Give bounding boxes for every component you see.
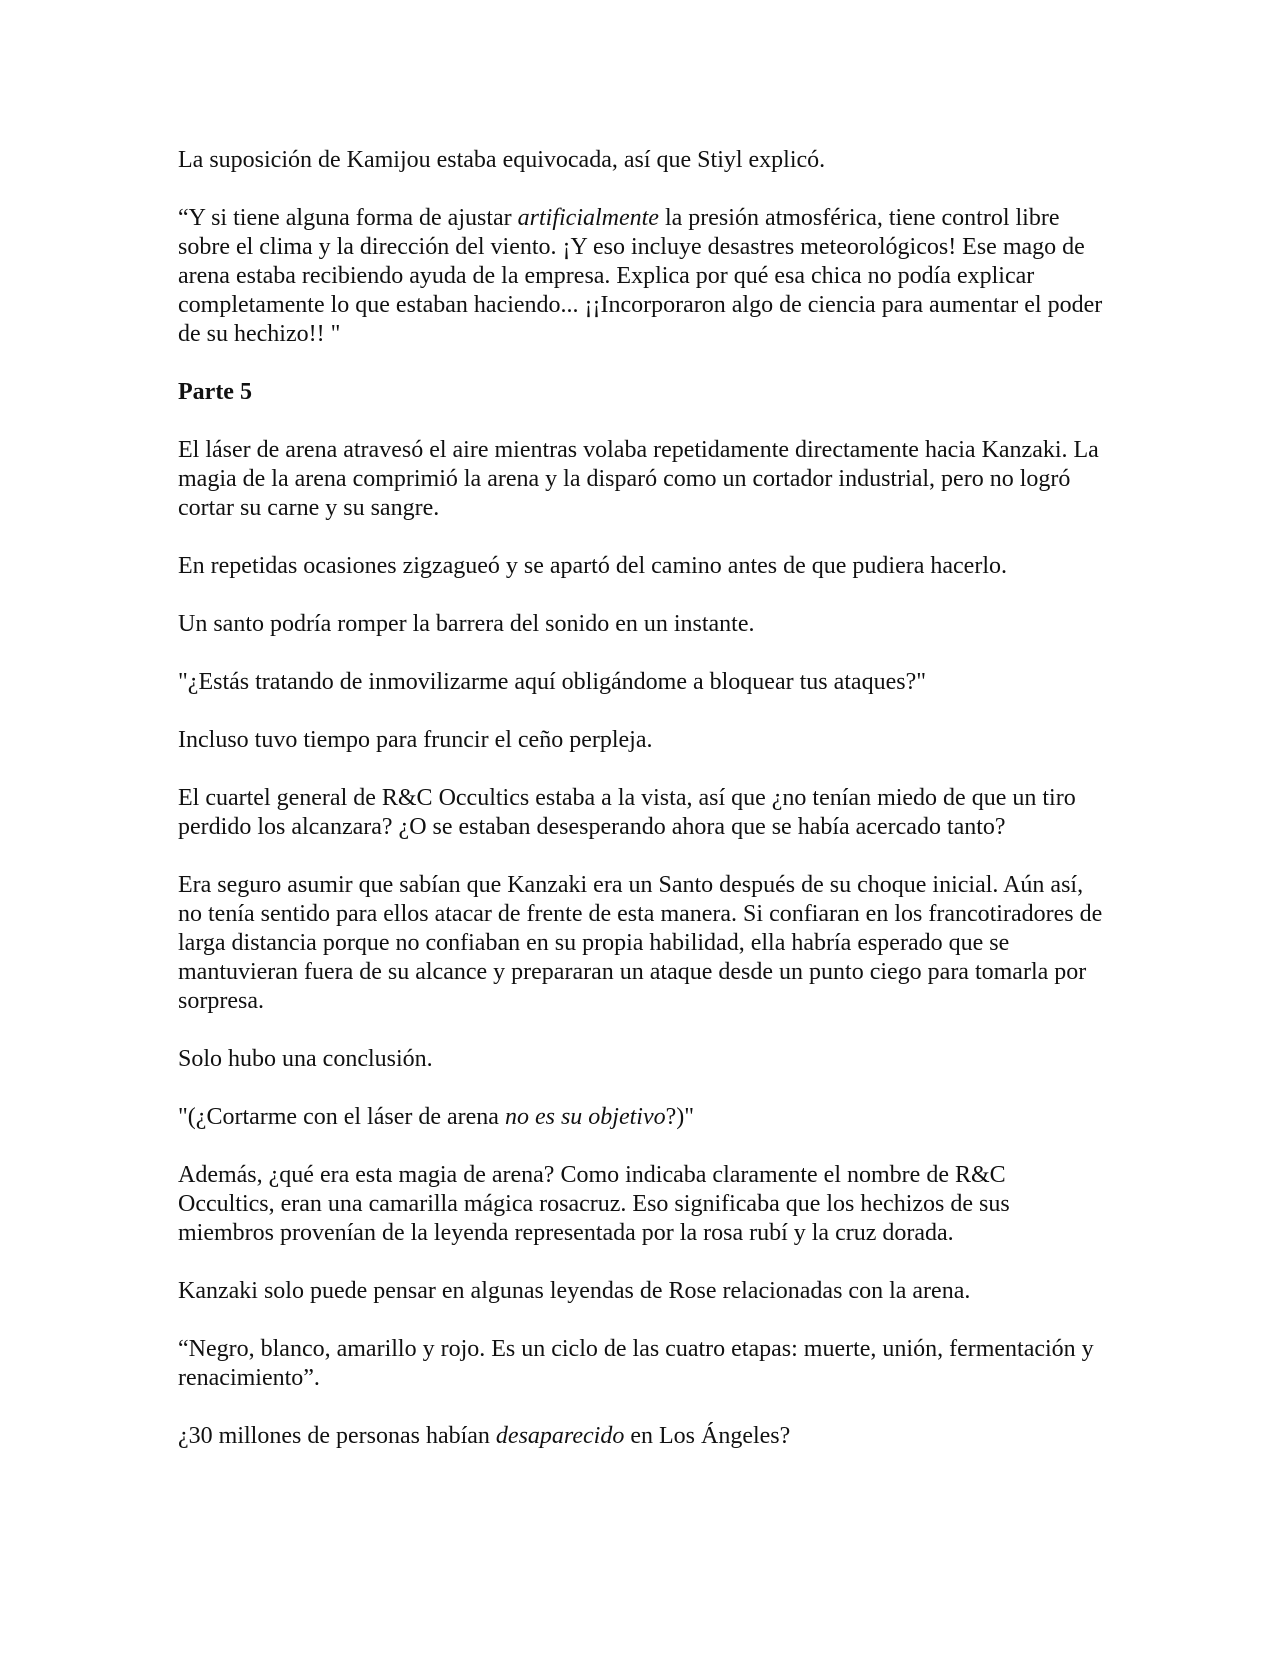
paragraph-10: Solo hubo una conclusión. — [178, 1046, 433, 1072]
paragraph-2 — [178, 204, 1108, 349]
paragraph-15 — [178, 1422, 1108, 1451]
paragraph-14: “Negro, blanco, amarillo y rojo. Es un ciclo de las cuatro etapas: muerte, unión, fermentación y renacimiento”. — [178, 1336, 1094, 1391]
paragraph-3: El láser de arena atravesó el aire mientras volaba repetidamente directamente hacia Kanzaki. La magia de la arena comprimió la arena y la disparó como un cortador industrial, pero no logró cortar su carne y su sangre. — [178, 437, 1099, 521]
paragraph-2-text-a: “Y si tiene alguna forma de ajustar — [178, 205, 518, 231]
paragraph-11-text-b: ?)" — [665, 1104, 695, 1130]
paragraph-6: "¿Estás tratando de inmovilizarme aquí obligándome a bloquear tus ataques?" — [178, 669, 927, 695]
paragraph-7: Incluso tuvo tiempo para fruncir el ceño perpleja. — [178, 727, 653, 753]
paragraph-1: La suposición de Kamijou estaba equivocada, así que Stiyl explicó. — [178, 147, 826, 173]
paragraph-11 — [178, 1103, 1108, 1132]
paragraph-8: El cuartel general de R&C Occultics estaba a la vista, así que ¿no tenían miedo de que un tiro perdido los alcanzara? ¿O se estaban desesperando ahora que se había acercado tanto? — [178, 785, 1076, 840]
paragraph-4: En repetidas ocasiones zigzagueó y se apartó del camino antes de que pudiera hacerlo. — [178, 553, 1007, 579]
paragraph-15-emphasis: desaparecido — [495, 1423, 625, 1449]
paragraph-15-text-b: en Los Ángeles? — [624, 1423, 791, 1449]
paragraph-11-emphasis: no es su objetivo — [504, 1104, 666, 1130]
paragraph-12: Además, ¿qué era esta magia de arena? Como indicaba claramente el nombre de R&C Occultics, eran una camarilla mágica rosacruz. Eso significaba que los hechizos de sus miembros provenían de la leyenda representada por la rosa rubí y la cruz dorada. — [178, 1162, 1010, 1246]
paragraph-2-text-b: la presión atmosférica, tiene control libre sobre el clima y la dirección del viento. ¡Y eso incluye desastres meteorológicos! Ese mago de arena estaba recibiendo ayuda de la empresa. Explica por qué esa chica no podía explicar completamente lo que estaban haciendo... ¡¡Incorporaron algo de ciencia para aumentar el poder de su hechizo!! " — [178, 205, 1103, 347]
paragraph-15-text-a: ¿30 millones de personas habían — [178, 1423, 496, 1449]
paragraph-13: Kanzaki solo puede pensar en algunas leyendas de Rose relacionadas con la arena. — [178, 1278, 971, 1304]
section-heading: Parte 5 — [178, 379, 252, 405]
paragraph-2-emphasis: artificialmente — [517, 205, 659, 231]
paragraph-11-text-a: "(¿Cortarme con el láser de arena — [178, 1104, 505, 1130]
paragraph-9: Era seguro asumir que sabían que Kanzaki era un Santo después de su choque inicial. Aún así, no tenía sentido para ellos atacar de frente de esta manera. Si confiaran en los francotiradores de larga distancia porque no confiaban en su propia habilidad, ella habría esperado que se mantuvieran fuera de su alcance y prepararan un ataque desde un punto ciego para tomarla por sorpresa. — [178, 872, 1103, 1014]
document-body — [178, 146, 1108, 1480]
paragraph-5: Un santo podría romper la barrera del sonido en un instante. — [178, 611, 755, 637]
